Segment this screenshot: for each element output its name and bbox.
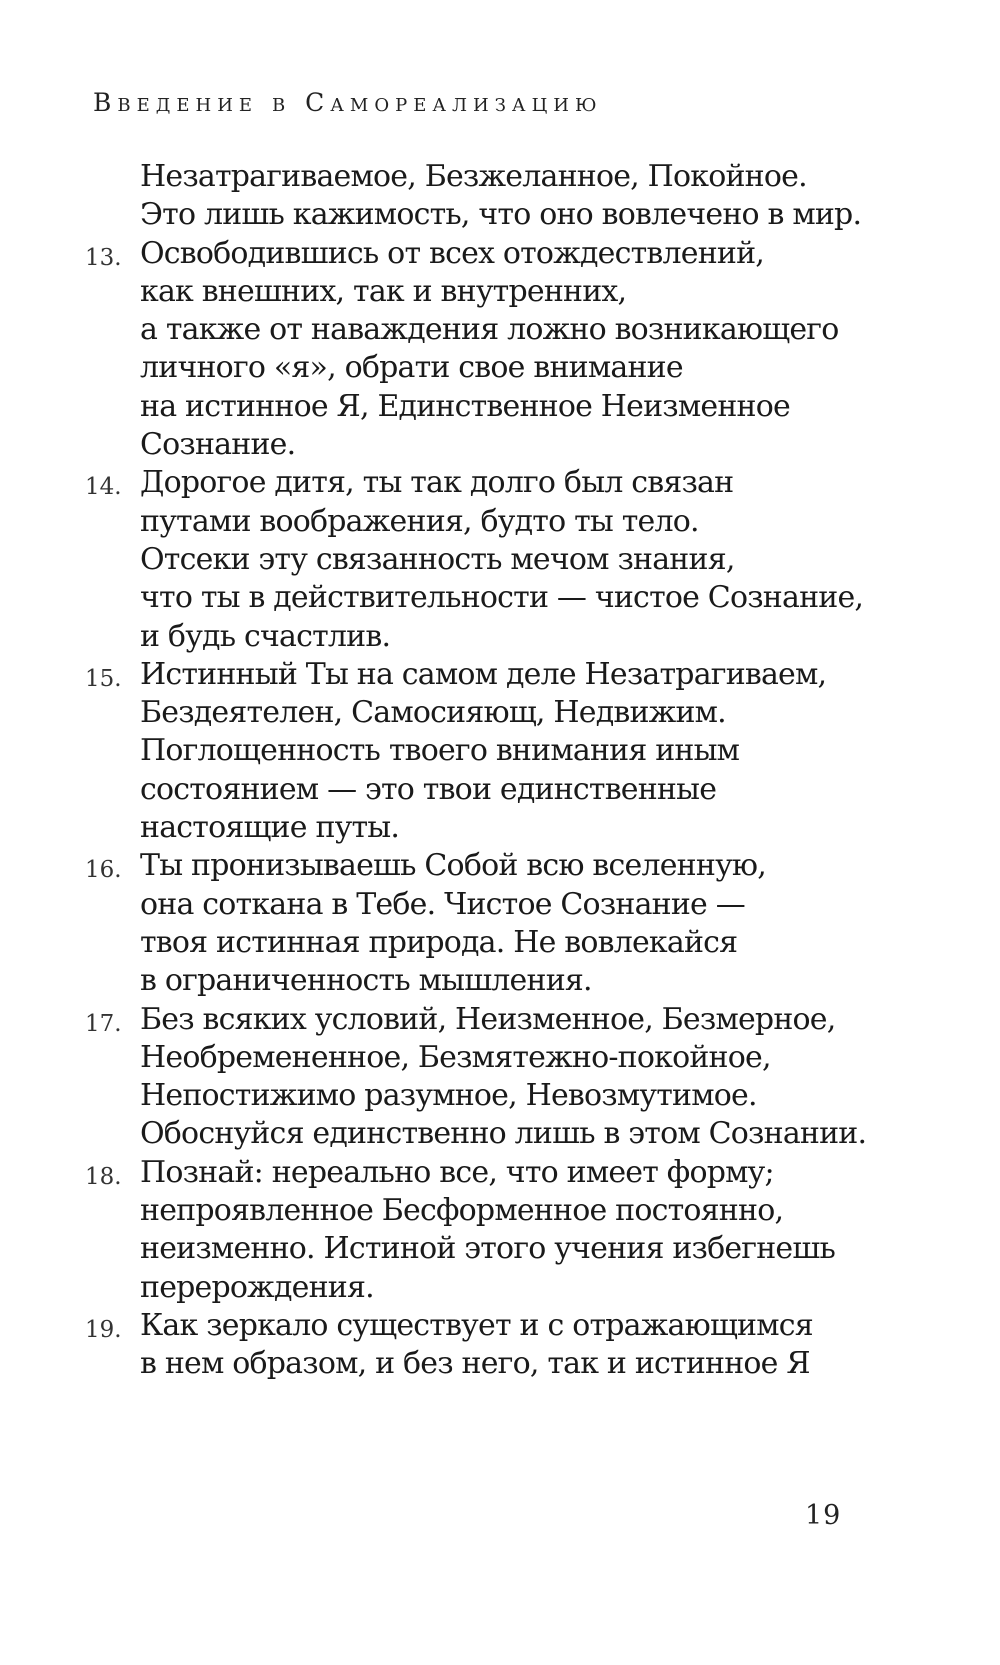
verse-line: состоянием — это твои единственные — [140, 771, 717, 807]
verse-line: на истинное Я, Единственное Неизменное — [140, 388, 790, 424]
verse-line: твоя истинная природа. Не вовлекайся — [140, 924, 738, 960]
verse-line: непроявленное Бесформенное постоянно, — [140, 1193, 784, 1229]
verse-number: 13. — [85, 244, 122, 271]
verse-number: 19. — [85, 1316, 122, 1343]
verse-line: Это лишь кажимость, что оно вовлечено в мир. — [140, 197, 862, 233]
verse-13 — [85, 235, 945, 465]
verse-line: Поглощенность твоего внимания иным — [140, 733, 740, 769]
page-number: 19 — [805, 1500, 842, 1531]
verse-line: Познай: нереально все, что имеет форму; — [140, 1154, 774, 1190]
verse-line: Бездеятелен, Самосияющ, Недвижим. — [140, 695, 726, 731]
verse-list — [85, 158, 945, 1384]
verse-line: Сознание. — [140, 427, 296, 463]
verse-number: 17. — [85, 1010, 122, 1037]
verse-line: Отсеки эту связанность мечом знания, — [140, 541, 735, 577]
verse-18 — [85, 1154, 945, 1307]
verse-line: личного «я», обрати свое внимание — [140, 350, 683, 386]
verse-line: Незатрагиваемое, Безжеланное, Покойное. — [140, 159, 807, 194]
verse-line: Истинный Ты на самом деле Незатрагиваем, — [140, 656, 827, 692]
verse-line: неизменно. Истиной этого учения избегнешь — [140, 1231, 835, 1267]
running-header: Введение в Самореализацию — [93, 88, 603, 117]
verse-line: что ты в действительности — чистое Сознание, — [140, 580, 864, 616]
verse-15 — [85, 656, 945, 847]
verse-continuation — [85, 158, 945, 235]
verse-line: Непостижимо разумное, Невозмутимое. — [140, 1078, 757, 1114]
verse-line: она соткана в Тебе. Чистое Сознание — — [140, 886, 745, 922]
verse-line: Необремененное, Безмятежно-покойное, — [140, 1039, 771, 1075]
verse-line: настоящие путы. — [140, 810, 400, 846]
verse-14 — [85, 464, 945, 655]
verse-number: 16. — [85, 857, 122, 884]
verse-line: перерождения. — [140, 1269, 374, 1305]
verse-line: Как зеркало существует и с отражающимся — [140, 1307, 813, 1343]
verse-line: Дорогое дитя, ты так долго был связан — [140, 465, 734, 501]
verse-19 — [85, 1307, 945, 1384]
verse-line: Без всяких условий, Неизменное, Безмерное, — [140, 1001, 836, 1037]
verse-number: 15. — [85, 665, 122, 692]
verse-line: Освободившись от всех отождествлений, — [140, 235, 765, 271]
verse-number: 18. — [85, 1163, 122, 1190]
verse-line: в нем образом, и без него, так и истинное Я — [140, 1346, 810, 1382]
verse-17 — [85, 1001, 945, 1154]
verse-line: путами воображения, будто ты тело. — [140, 503, 699, 539]
verse-16 — [85, 847, 945, 1000]
verse-line: а также от наваждения ложно возникающего — [140, 312, 839, 348]
verse-line: в ограниченность мышления. — [140, 963, 592, 999]
verse-line: Ты пронизываешь Собой всю вселенную, — [140, 848, 766, 884]
verse-number: 14. — [85, 474, 122, 501]
verse-line: как внешних, так и внутренних, — [140, 273, 627, 309]
verse-line: и будь счастлив. — [140, 618, 391, 654]
verse-line: Обоснуйся единственно лишь в этом Сознании. — [140, 1116, 867, 1152]
